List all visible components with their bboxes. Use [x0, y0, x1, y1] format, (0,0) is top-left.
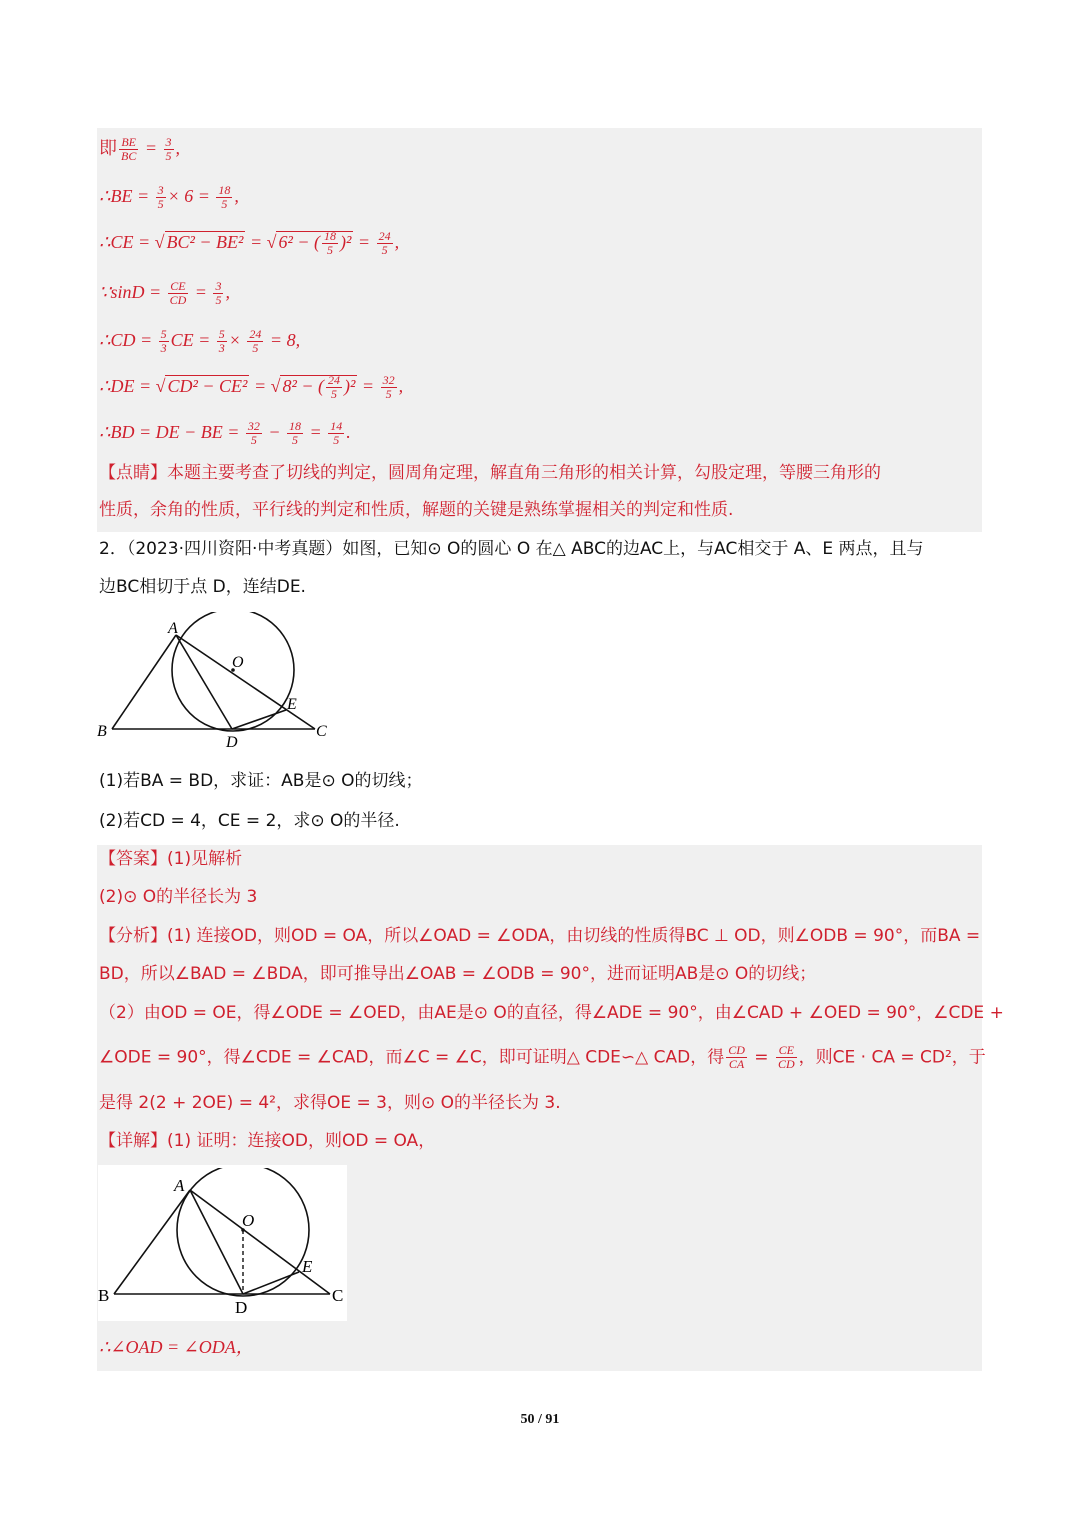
- label-E: E: [287, 696, 297, 713]
- problem-line-1: 2．（2023·四川资阳·中考真题）如图，已知⊙ O的圆心 O 在△ ABC的边AC上，与AC相交于 A、E 两点，且与: [99, 539, 924, 559]
- solution-line-5: ∴CD = $\frac{5}{3}$ CE = $\frac{5}{3}$ × $\frac{24}{5}$ = 8,: [99, 327, 301, 356]
- label-A: A: [174, 1176, 185, 1195]
- analysis-line-2: BD，所以∠BAD = ∠BDA，即可推导出∠OAB = ∠ODB = 90°，进而证明AB是⊙ O的切线；: [99, 964, 817, 984]
- answer-line-2: (2)⊙ O的半径长为 3: [99, 887, 258, 907]
- answer-line-1: 【答案】(1)见解析: [99, 849, 243, 869]
- label-B: B: [98, 1286, 110, 1305]
- geometry-figure-1: [94, 612, 344, 752]
- label-E: E: [302, 1257, 313, 1276]
- detail-line-1: 【详解】(1) 证明：连接OD，则OD = OA，: [99, 1131, 436, 1151]
- solution-line-6: ∴DE = √ CD² − CE² = √ 8² − ( $\frac{24}{5}$ )² = $\frac{32}{5}$ ,: [99, 373, 404, 402]
- analysis-line-5: 是得 2(2 + 2OE) = 4²，求得OE = 3，则⊙ O的半径长为 3.: [99, 1093, 561, 1113]
- problem-line-2: 边BC相切于点 D，连结DE.: [99, 577, 306, 597]
- label-D: D: [235, 1298, 248, 1317]
- page-number: 50 / 91: [520, 1412, 560, 1427]
- analysis-line-4: ∠ODE = 90°，得∠CDE = ∠CAD，而∠C = ∠C，即可证明△ CDE∽△ CAD，得 $\frac{CD}{CA}$ = $\frac{CE}{CD}$ ，则CE · CA = CD²，于: [99, 1043, 986, 1071]
- label-A: A: [168, 620, 178, 637]
- solution-line-2: ∴BE = $\frac{3}{5}$ × 6 = $\frac{18}{5}$ ,: [99, 183, 239, 212]
- solution-line-1: 即 $\frac{BE}{BC}$ = $\frac{3}{5}$ ,: [99, 135, 180, 164]
- label-O: O: [242, 1211, 255, 1230]
- analysis-line-3: （2）由OD = OE，得∠ODE = ∠OED，由AE是⊙ O的直径，得∠ADE = 90°，由∠CAD + ∠OED = 90°，∠CDE +: [99, 1003, 1004, 1023]
- analysis-line-1: 【分析】(1) 连接OD，则OD = OA，所以∠OAD = ∠ODA，由切线的性质得BC ⊥ OD，则∠ODB = 90°，而BA =: [99, 926, 981, 946]
- question-1: (1)若BA = BD，求证：AB是⊙ O的切线；: [99, 771, 423, 791]
- solution-line-7: ∴BD = DE − BE = $\frac{32}{5}$ − $\frac{18}{5}$ = $\frac{14}{5}$ .: [99, 419, 351, 448]
- label-D: D: [226, 734, 238, 751]
- label-C: C: [316, 723, 327, 740]
- comment-line-2: 性质，余角的性质，平行线的判定和性质，解题的关键是熟练掌握相关的判定和性质.: [99, 500, 734, 520]
- solution-line-3: ∴CE = √ BC² − BE² = √ 6² − ( $\frac{18}{5}$ )² = $\frac{24}{5}$ ,: [99, 229, 400, 258]
- label-O: O: [232, 654, 244, 671]
- geometry-figure-2: [94, 1168, 349, 1318]
- label-C: C: [332, 1286, 344, 1305]
- comment-line-1: 【点睛】本题主要考查了切线的判定，圆周角定理，解直角三角形的相关计算，勾股定理，等腰三角形的: [99, 463, 881, 483]
- detail-line-2: ∴∠OAD = ∠ODA，: [99, 1337, 254, 1357]
- label-B: B: [97, 723, 107, 740]
- question-2: (2)若CD = 4，CE = 2，求⊙ O的半径.: [99, 811, 400, 831]
- solution-line-4: ∵sinD = $\frac{CE}{CD}$ = $\frac{3}{5}$ ,: [99, 279, 230, 308]
